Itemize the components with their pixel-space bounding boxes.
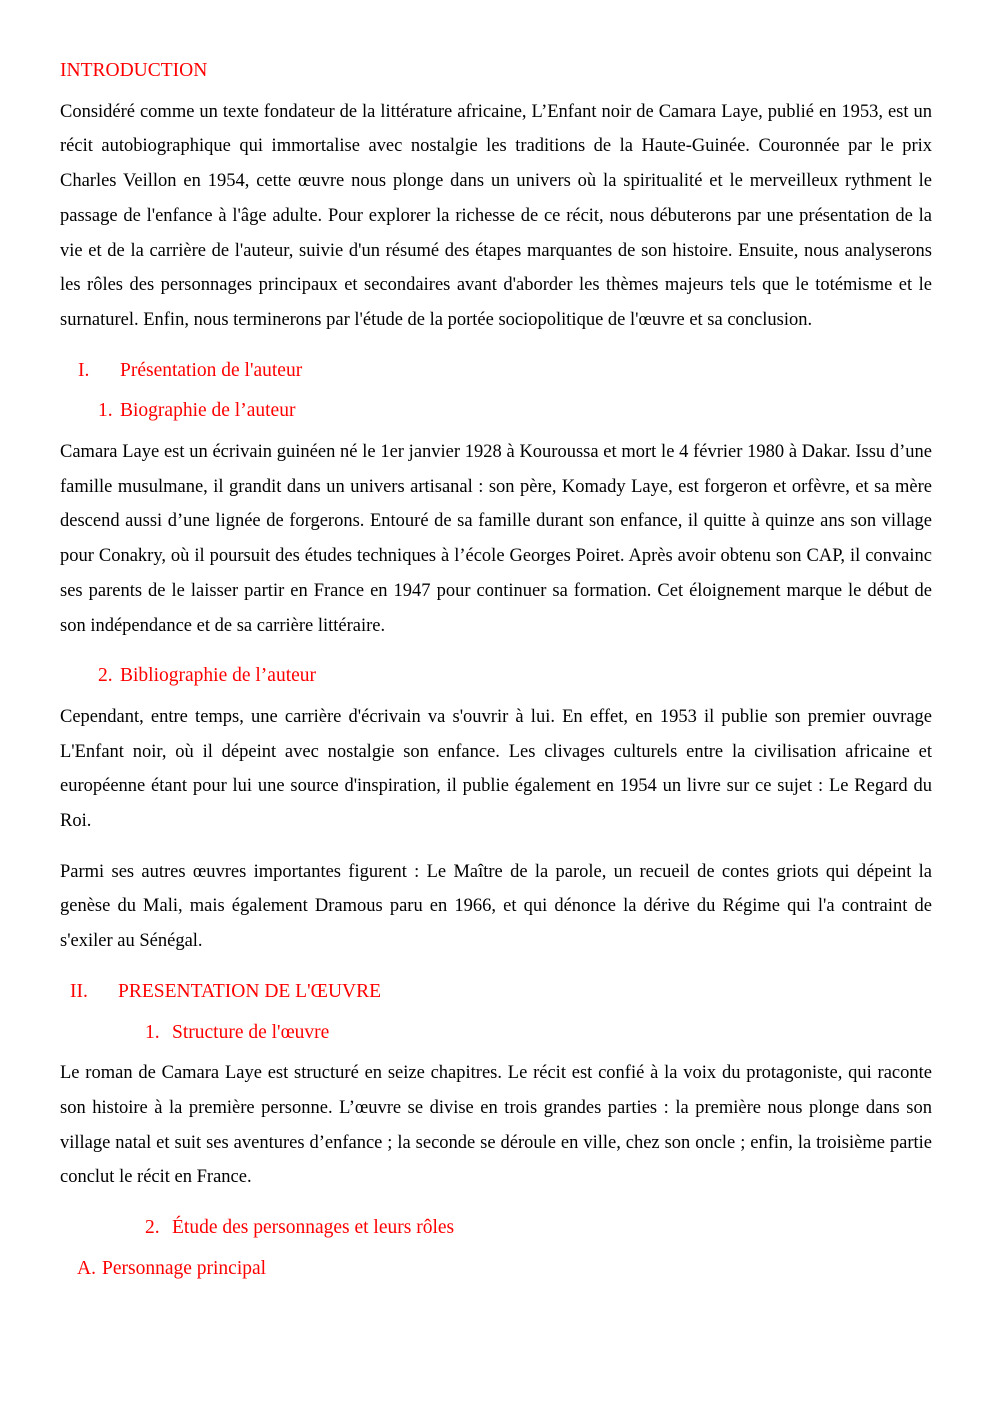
heading-personnage-principal <box>60 1252 932 1287</box>
heading-label: Biographie de l’auteur <box>120 400 296 422</box>
heading-etude-personnages <box>60 1211 932 1246</box>
heading-number: 1. <box>145 1021 160 1043</box>
paragraph-bibliographie-1: Cependant, entre temps, une carrière d'écrivain va s'ouvrir à lui. En effet, en 1953 il publie son premier ouvrage L'Enfant noir, où il dépeint avec nostalgie son enfance. Les clivages culturels entre la civilisation africaine et européenne étant pour lui une source d'inspiration, il publie également en 1954 un livre sur ce sujet : Le Regard du Roi. <box>60 706 932 832</box>
heading-presentation-oeuvre <box>60 975 932 1010</box>
heading-label: Personnage principal <box>102 1257 267 1279</box>
heading-biographie-auteur <box>60 394 932 429</box>
heading-number: A. <box>77 1257 96 1279</box>
heading-number: II. <box>70 980 88 1002</box>
heading-label: Structure de l'œuvre <box>172 1021 330 1043</box>
heading-label: Bibliographie de l’auteur <box>120 665 317 687</box>
paragraph-bibliographie-2: Parmi ses autres œuvres importantes figurent : Le Maître de la parole, un recueil de contes griots qui dépeint la genèse du Mali, mais également Dramous paru en 1966, et qui dénonce la dérive du Régime qui l'a contraint de s'exiler au Sénégal. <box>60 861 932 952</box>
heading-number: 1. <box>98 400 113 422</box>
paragraph-biographie: Camara Laye est un écrivain guinéen né le 1er janvier 1928 à Kouroussa et mort le 4 février 1980 à Dakar. Issu d’une famille musulmane, il grandit dans un univers artisanal : son père, Komady Laye, est forgeron et orfèvre, et sa mère descend aussi d’une lignée de forgerons. Entouré de sa famille durant son enfance, il quitte à quinze ans son village pour Conakry, où il poursuit des études techniques à l’école Georges Poiret. Après avoir obtenu son CAP, il convainc ses parents de le laisser partir en France en 1947 pour continuer sa formation. Cet éloignement marque le début de son indépendance et de sa carrière littéraire. <box>60 442 932 636</box>
heading-label: Présentation de l'auteur <box>120 359 303 381</box>
heading-presentation-auteur <box>60 354 932 389</box>
heading-label: Étude des personnages et leurs rôles <box>172 1217 455 1239</box>
heading-structure-oeuvre <box>60 1016 932 1051</box>
heading-label: INTRODUCTION <box>60 60 208 81</box>
heading-number: 2. <box>145 1217 160 1239</box>
paragraph-introduction: Considéré comme un texte fondateur de la littérature africaine, L’Enfant noir de Camara Laye, publié en 1953, est un récit autobiographique qui immortalise avec nostalgie les traditions de la Haute-Guinée. Couronnée par le prix Charles Veillon en 1954, cette œuvre nous plonge dans un univers où la spiritualité et le merveilleux rythment le passage de l'enfance à l'âge adulte. Pour explorer la richesse de ce récit, nous débuterons par une présentation de la vie et de la carrière de l'auteur, suivie d'un résumé des étapes marquantes de son histoire. Ensuite, nous analyserons les rôles des personnages principaux et secondaires avant d'aborder les thèmes majeurs tels que le totémisme et le surnaturel. Enfin, nous terminerons par l'étude de la portée sociopolitique de l'œuvre et sa conclusion. <box>60 101 932 330</box>
heading-number: I. <box>78 359 90 381</box>
heading-label: PRESENTATION DE L'ŒUVRE <box>118 980 382 1002</box>
heading-bibliographie-auteur <box>60 659 932 694</box>
heading-number: 2. <box>98 665 113 687</box>
paragraph-structure: Le roman de Camara Laye est structuré en seize chapitres. Le récit est confié à la voix du protagoniste, qui raconte son histoire à la première personne. L’œuvre se divise en trois grandes parties : la première nous plonge dans son village natal et suit ses aventures d’enfance ; la seconde se déroule en ville, chez son oncle ; enfin, la troisième partie conclut le récit en France. <box>60 1063 932 1188</box>
heading-introduction <box>60 54 932 89</box>
